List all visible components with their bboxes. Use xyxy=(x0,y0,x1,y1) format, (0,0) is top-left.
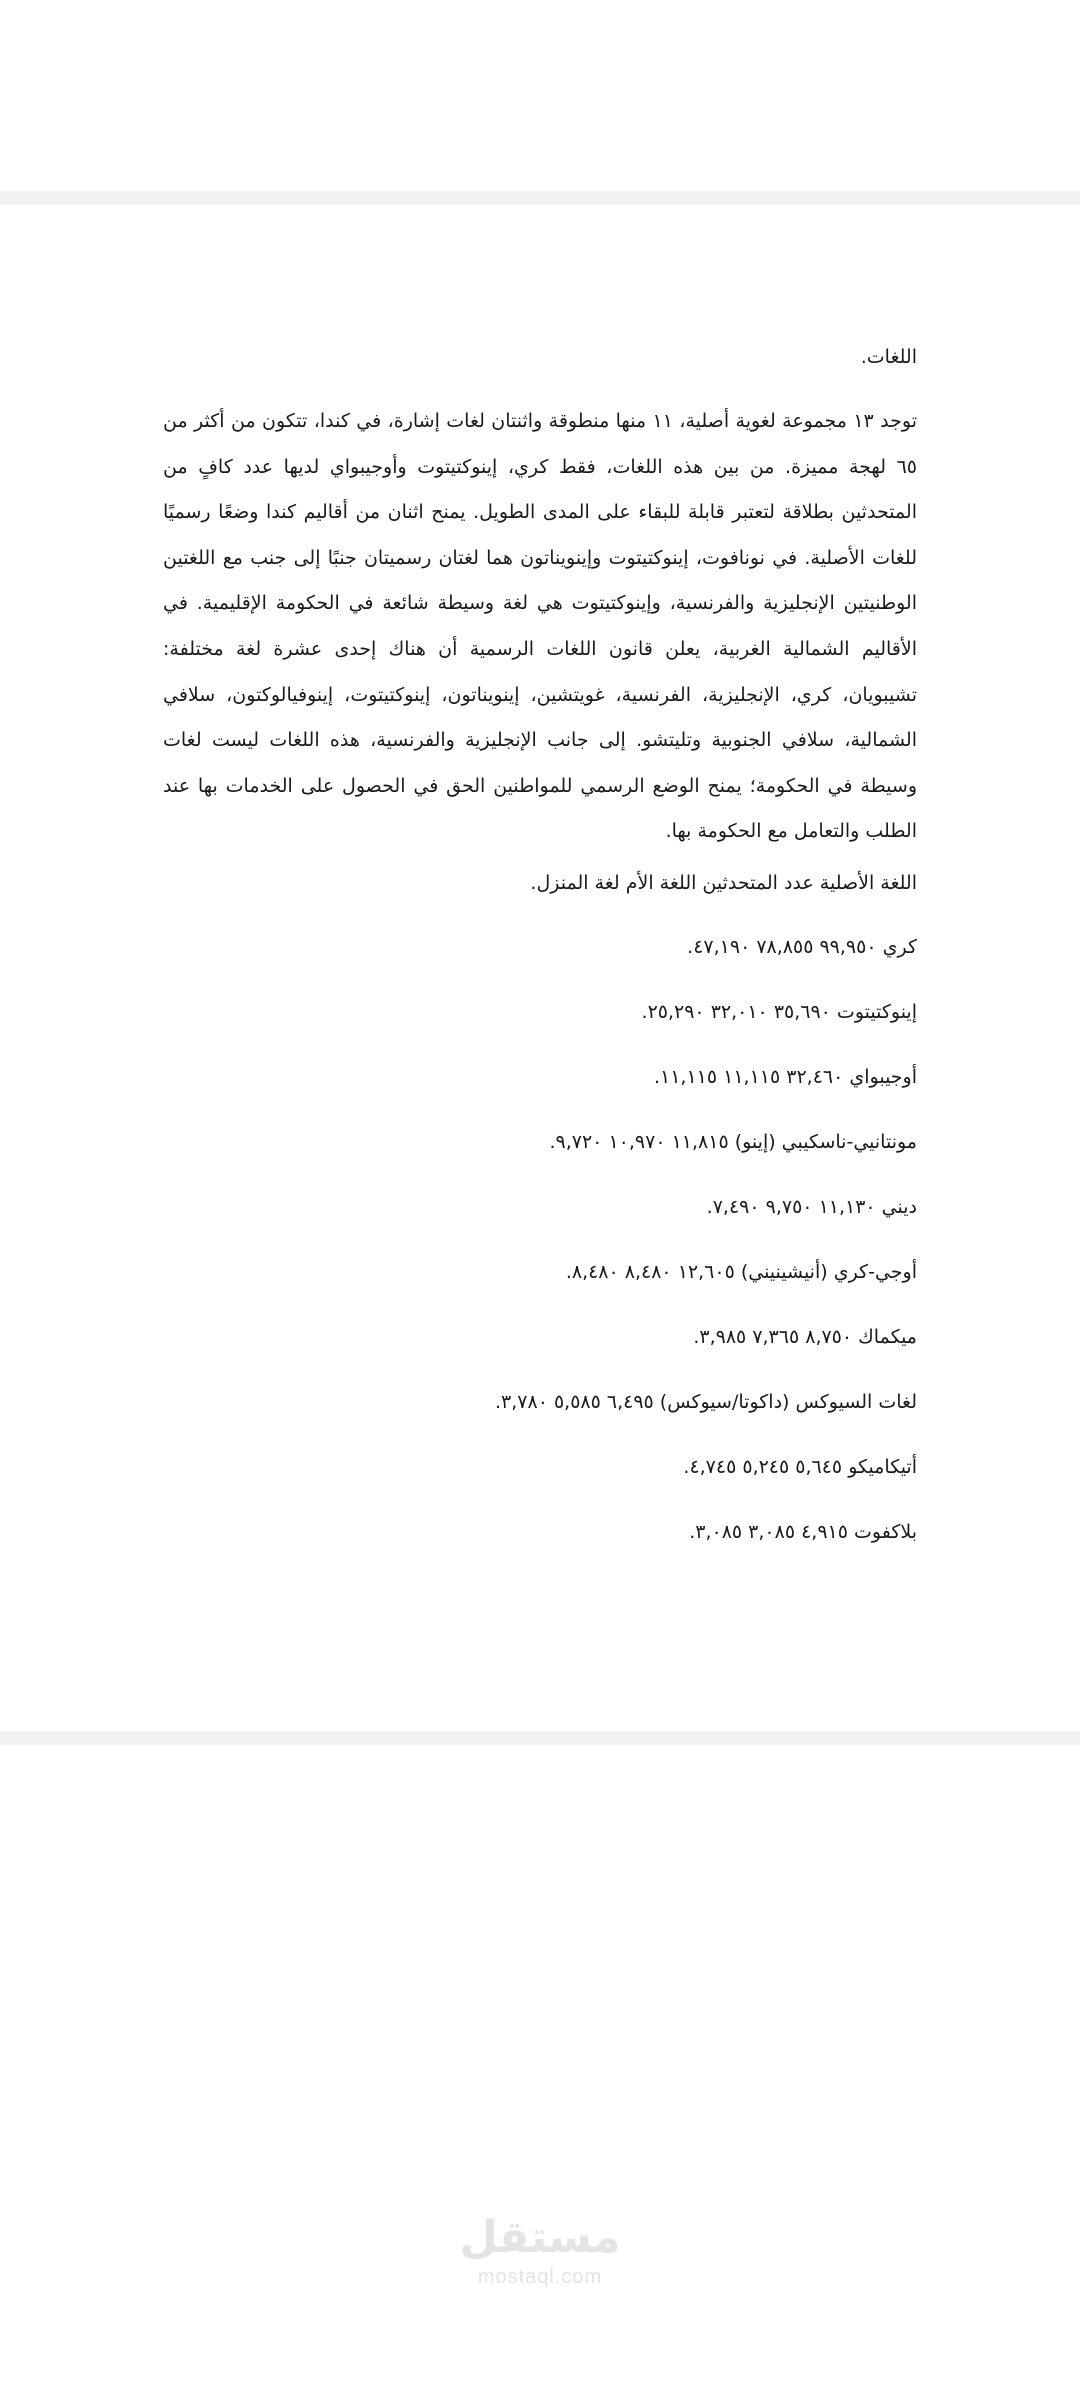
section-heading: اللغات. xyxy=(860,346,917,368)
paragraph: توجد ١٣ مجموعة لغوية أصلية، ١١ منها منطوقة واثنتان لغات إشارة، في كندا، تتكون من أكثر من ٦٥ لهجة مميزة. من بين هذه اللغات، فقط كري، إينوكتيتوت وأوجيبواي لديها عدد كافٍ من المتحدثين بطلاقة لتعتبر قابلة للبقاء على المدى الطويل. يمنح اثنان من أقاليم كندا وضعًا رسميًا للغات الأصلية. في نونافوت، إينوكتيتوت وإينويناتون هما لغتان رسميتان جنبًا إلى جنب مع اللغتين الوطنيتين الإنجليزية والفرنسية، وإينوكتيتوت هي لغة وسيطة شائعة في الحكومة الإقليمية. في الأقاليم الشمالية الغربية، يعلن قانون اللغات الرسمية أن هناك إحدى عشرة لغة مختلفة: تشيبويان، كري، الإنجليزية، الفرنسية، غويتشين، إينويناتون، إينوكتيتوت، إينوفيالوكتون، سلافي الشمالية، سلافي الجنوبية وتليتشو. إلى جانب الإنجليزية والفرنسية، هذه اللغات ليست لغات وسيطة في الحكومة؛ يمنح الوضع الرسمي للمواطنين الحق في الحصول على الخدمات بها عند الطلب والتعامل مع الحكومة بها. xyxy=(163,410,917,843)
watermark-latin: mostaql.com xyxy=(477,2266,603,2288)
table-row: لغات السيوكس (داكوتا/سيوكس) ٦,٤٩٥ ٥,٥٨٥ ٣,٧٨٠. xyxy=(495,1390,917,1413)
bottom-divider xyxy=(0,1731,1080,1745)
table-row: ميكماك ٨,٧٥٠ ٧,٣٦٥ ٣,٩٨٥. xyxy=(693,1325,917,1348)
table-row: كري ٩٩,٩٥٠ ٧٨,٨٥٥ ٤٧,١٩٠. xyxy=(687,935,917,958)
table-row: أوجي-كري (أنيشينيني) ١٢,٦٠٥ ٨,٤٨٠ ٨,٤٨٠. xyxy=(565,1260,917,1283)
top-divider xyxy=(0,191,1080,205)
table-row: أوجيبواي ٣٢,٤٦٠ ١١,١١٥ ١١,١١٥. xyxy=(653,1065,917,1088)
table-row: إينوكتيتوت ٣٥,٦٩٠ ٣٢,٠١٠ ٢٥,٢٩٠. xyxy=(641,1000,917,1023)
document-body xyxy=(163,335,917,1575)
table-header: اللغة الأصلية عدد المتحدثين اللغة الأم لغة المنزل. xyxy=(530,871,917,894)
table-row: أتيكاميكو ٥,٦٤٥ ٥,٢٤٥ ٤,٧٤٥. xyxy=(683,1455,917,1478)
watermark-arabic: مستقل xyxy=(459,2212,621,2263)
table-row: مونتانيي-ناسكيبي (إينو) ١١,٨١٥ ١٠,٩٧٠ ٩,٧٢٠. xyxy=(549,1130,917,1153)
table-row: بلاكفوت ٤,٩١٥ ٣,٠٨٥ ٣,٠٨٥. xyxy=(689,1520,917,1543)
watermark-logo xyxy=(0,2210,1080,2288)
table-row: ديني ١١,١٣٠ ٩,٧٥٠ ٧,٤٩٠. xyxy=(706,1195,917,1218)
